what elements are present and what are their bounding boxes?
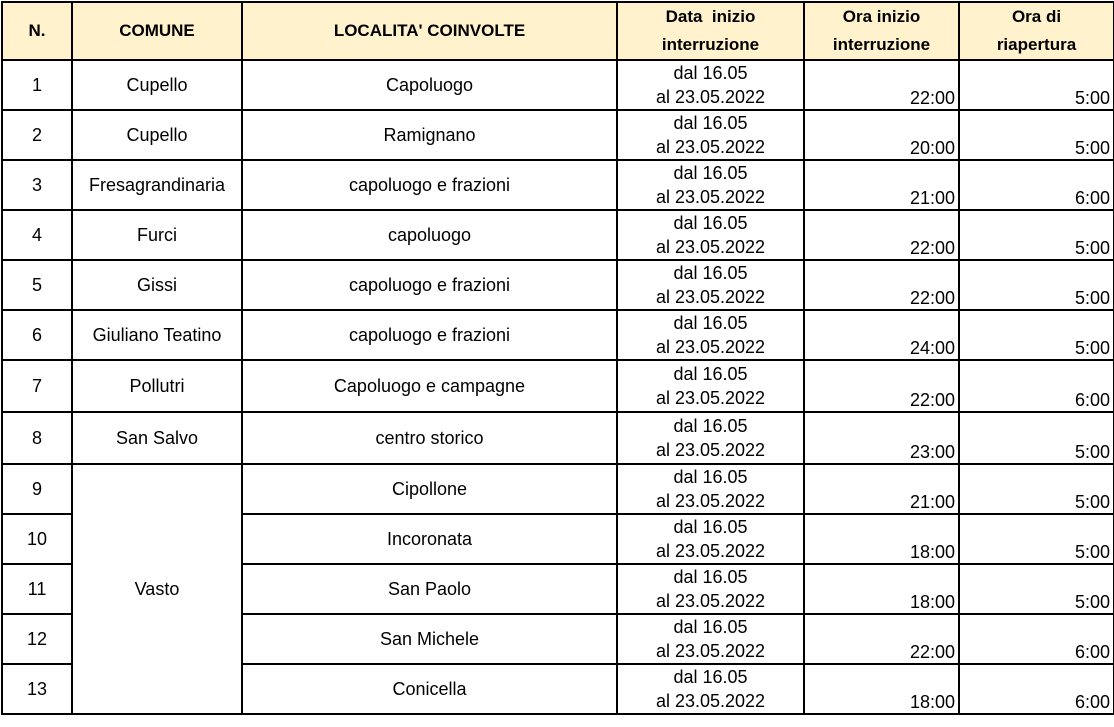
cell-reopen-time: 5:00 bbox=[959, 464, 1114, 514]
header-data-inizio-line2: interruzione bbox=[661, 35, 760, 54]
date-from: dal 16.05 bbox=[673, 113, 748, 133]
header-localita: LOCALITA' COINVOLTE bbox=[242, 2, 617, 60]
cell-reopen-time: 5:00 bbox=[959, 210, 1114, 260]
cell-reopen-time: 6:00 bbox=[959, 160, 1114, 210]
cell-date bbox=[617, 360, 804, 412]
cell-start-time: 21:00 bbox=[804, 160, 959, 210]
cell-comune-merged: Vasto bbox=[72, 464, 242, 714]
cell-date bbox=[617, 60, 804, 110]
cell-reopen-time: 6:00 bbox=[959, 664, 1114, 714]
cell-reopen-time: 5:00 bbox=[959, 412, 1114, 464]
cell-n: 7 bbox=[2, 360, 72, 412]
table-row bbox=[2, 160, 1114, 210]
cell-date bbox=[617, 564, 804, 614]
table-row bbox=[2, 260, 1114, 310]
cell-localita: capoluogo bbox=[242, 210, 617, 260]
cell-reopen-time: 5:00 bbox=[959, 310, 1114, 360]
cell-n: 9 bbox=[2, 464, 72, 514]
cell-comune: Pollutri bbox=[72, 360, 242, 412]
cell-n: 13 bbox=[2, 664, 72, 714]
header-data-inizio-line1: Data inizio bbox=[665, 7, 756, 26]
cell-date bbox=[617, 412, 804, 464]
cell-localita: Cipollone bbox=[242, 464, 617, 514]
cell-comune: Cupello bbox=[72, 110, 242, 160]
cell-date bbox=[617, 514, 804, 564]
table-row bbox=[2, 210, 1114, 260]
cell-date bbox=[617, 664, 804, 714]
cell-localita: capoluogo e frazioni bbox=[242, 160, 617, 210]
cell-start-time: 22:00 bbox=[804, 260, 959, 310]
cell-localita: capoluogo e frazioni bbox=[242, 310, 617, 360]
cell-reopen-time: 5:00 bbox=[959, 60, 1114, 110]
cell-n: 8 bbox=[2, 412, 72, 464]
cell-localita: capoluogo e frazioni bbox=[242, 260, 617, 310]
header-ora-inizio-line1: Ora inizio bbox=[842, 7, 921, 26]
header-ora-riapertura-line1: Ora di bbox=[1011, 7, 1062, 26]
cell-localita: Capoluogo bbox=[242, 60, 617, 110]
cell-comune: San Salvo bbox=[72, 412, 242, 464]
cell-reopen-time: 5:00 bbox=[959, 564, 1114, 614]
cell-reopen-time: 5:00 bbox=[959, 110, 1114, 160]
header-ora-inizio-line2: interruzione bbox=[832, 35, 931, 54]
date-from: dal 16.05 bbox=[673, 63, 748, 83]
date-to: al 23.05.2022 bbox=[655, 87, 766, 107]
cell-reopen-time: 6:00 bbox=[959, 360, 1114, 412]
date-to: al 23.05.2022 bbox=[655, 591, 766, 611]
date-from: dal 16.05 bbox=[673, 567, 748, 587]
header-n: N. bbox=[2, 2, 72, 60]
cell-start-time: 23:00 bbox=[804, 412, 959, 464]
date-to: al 23.05.2022 bbox=[655, 337, 766, 357]
header-ora-riapertura bbox=[959, 2, 1114, 60]
date-from: dal 16.05 bbox=[673, 416, 748, 436]
cell-start-time: 20:00 bbox=[804, 110, 959, 160]
date-to: al 23.05.2022 bbox=[655, 388, 766, 408]
cell-n: 11 bbox=[2, 564, 72, 614]
cell-reopen-time: 5:00 bbox=[959, 514, 1114, 564]
cell-date bbox=[617, 210, 804, 260]
header-ora-inizio bbox=[804, 2, 959, 60]
date-to: al 23.05.2022 bbox=[655, 187, 766, 207]
cell-localita: Incoronata bbox=[242, 514, 617, 564]
date-from: dal 16.05 bbox=[673, 364, 748, 384]
cell-localita: San Paolo bbox=[242, 564, 617, 614]
cell-n: 10 bbox=[2, 514, 72, 564]
cell-start-time: 22:00 bbox=[804, 614, 959, 664]
cell-n: 6 bbox=[2, 310, 72, 360]
table-row bbox=[2, 360, 1114, 412]
cell-n: 12 bbox=[2, 614, 72, 664]
date-to: al 23.05.2022 bbox=[655, 137, 766, 157]
cell-date bbox=[617, 464, 804, 514]
date-to: al 23.05.2022 bbox=[655, 237, 766, 257]
cell-start-time: 18:00 bbox=[804, 514, 959, 564]
cell-date bbox=[617, 260, 804, 310]
header-data-inizio bbox=[617, 2, 804, 60]
date-to: al 23.05.2022 bbox=[655, 440, 766, 460]
cell-comune: Giuliano Teatino bbox=[72, 310, 242, 360]
header-row bbox=[2, 2, 1114, 60]
cell-comune: Gissi bbox=[72, 260, 242, 310]
date-from: dal 16.05 bbox=[673, 667, 748, 687]
interruption-table bbox=[1, 1, 1114, 715]
cell-date bbox=[617, 110, 804, 160]
cell-start-time: 18:00 bbox=[804, 664, 959, 714]
cell-localita: San Michele bbox=[242, 614, 617, 664]
table-row bbox=[2, 110, 1114, 160]
date-to: al 23.05.2022 bbox=[655, 641, 766, 661]
date-from: dal 16.05 bbox=[673, 467, 748, 487]
date-to: al 23.05.2022 bbox=[655, 541, 766, 561]
date-from: dal 16.05 bbox=[673, 517, 748, 537]
cell-comune: Cupello bbox=[72, 60, 242, 110]
cell-reopen-time: 5:00 bbox=[959, 260, 1114, 310]
header-comune: COMUNE bbox=[72, 2, 242, 60]
date-from: dal 16.05 bbox=[673, 617, 748, 637]
cell-date bbox=[617, 160, 804, 210]
cell-n: 4 bbox=[2, 210, 72, 260]
date-from: dal 16.05 bbox=[673, 163, 748, 183]
cell-start-time: 22:00 bbox=[804, 60, 959, 110]
cell-n: 3 bbox=[2, 160, 72, 210]
cell-start-time: 22:00 bbox=[804, 210, 959, 260]
cell-n: 5 bbox=[2, 260, 72, 310]
table-row bbox=[2, 310, 1114, 360]
cell-comune: Furci bbox=[72, 210, 242, 260]
table-row bbox=[2, 60, 1114, 110]
cell-start-time: 24:00 bbox=[804, 310, 959, 360]
cell-localita: centro storico bbox=[242, 412, 617, 464]
cell-localita: Ramignano bbox=[242, 110, 617, 160]
date-from: dal 16.05 bbox=[673, 213, 748, 233]
cell-date bbox=[617, 614, 804, 664]
cell-reopen-time: 6:00 bbox=[959, 614, 1114, 664]
date-from: dal 16.05 bbox=[673, 313, 748, 333]
date-to: al 23.05.2022 bbox=[655, 691, 766, 711]
cell-localita: Conicella bbox=[242, 664, 617, 714]
cell-start-time: 18:00 bbox=[804, 564, 959, 614]
date-to: al 23.05.2022 bbox=[655, 491, 766, 511]
cell-n: 1 bbox=[2, 60, 72, 110]
cell-date bbox=[617, 310, 804, 360]
date-from: dal 16.05 bbox=[673, 263, 748, 283]
table-row bbox=[2, 412, 1114, 464]
cell-localita: Capoluogo e campagne bbox=[242, 360, 617, 412]
cell-comune: Fresagrandinaria bbox=[72, 160, 242, 210]
cell-n: 2 bbox=[2, 110, 72, 160]
cell-start-time: 21:00 bbox=[804, 464, 959, 514]
header-ora-riapertura-line2: riapertura bbox=[996, 35, 1077, 54]
cell-start-time: 22:00 bbox=[804, 360, 959, 412]
date-to: al 23.05.2022 bbox=[655, 287, 766, 307]
table-row bbox=[2, 464, 1114, 514]
